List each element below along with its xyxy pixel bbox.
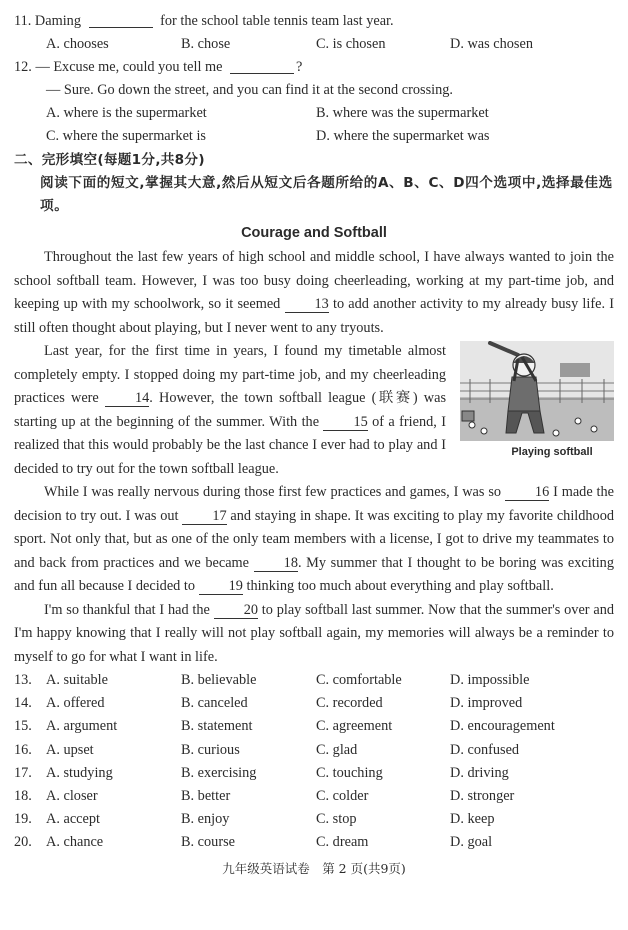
paragraph-4: [14, 599, 614, 670]
option-b[interactable]: B. believable: [181, 672, 257, 688]
softball-player-image: [460, 341, 614, 441]
question-12: [14, 56, 614, 79]
option-b[interactable]: B. where was the supermarket: [316, 105, 489, 121]
question-number: 17.: [14, 764, 32, 781]
paragraph-text: . My summer that I thought to be boring was exciting and fun all because I decided to: [14, 554, 614, 594]
option-c[interactable]: C. agreement: [316, 718, 393, 735]
question-12-reply: [14, 79, 614, 102]
option-a[interactable]: A. suitable: [46, 672, 108, 688]
paragraph-text: and staying in shape. It was exciting to play my favorite childhood sport. Not only that, but as one of the only team members with a license, I got to drive my teammates to and back from practices and we became: [14, 507, 615, 571]
answer-options: [14, 669, 614, 855]
question-12-options-row-1: [14, 102, 614, 125]
question-11: [14, 10, 614, 33]
option-b[interactable]: B. better: [181, 787, 231, 804]
option-c[interactable]: C. where the supermarket is: [46, 128, 206, 144]
option-c[interactable]: C. colder: [316, 787, 369, 804]
question-mark: ?: [296, 59, 303, 75]
image-caption: Playing softball: [511, 446, 593, 458]
option-a[interactable]: A. chooses: [46, 36, 109, 52]
blank-13[interactable]: 13: [285, 297, 329, 313]
question-number: 14.: [14, 695, 32, 712]
option-c[interactable]: C. glad: [316, 741, 358, 758]
softball-figure: [460, 341, 614, 459]
option-c[interactable]: C. is chosen: [316, 36, 386, 52]
option-d[interactable]: D. keep: [450, 811, 495, 828]
option-b[interactable]: B. curious: [181, 741, 240, 758]
paragraph-2: [14, 340, 614, 481]
option-c[interactable]: C. comfortable: [316, 672, 402, 688]
answer-row-13: [14, 669, 614, 692]
answer-blank[interactable]: [89, 13, 153, 28]
option-a[interactable]: A. where is the supermarket: [46, 105, 207, 121]
answer-row-17: [14, 762, 614, 785]
question-number: 13.: [14, 672, 32, 688]
answer-row-16: [14, 739, 614, 762]
option-b[interactable]: B. enjoy: [181, 811, 230, 828]
option-a[interactable]: A. argument: [46, 718, 118, 735]
option-c[interactable]: C. dream: [316, 834, 369, 851]
option-a[interactable]: A. upset: [46, 741, 94, 758]
answer-blank[interactable]: [230, 59, 294, 74]
question-text-after: for the school table tennis team last year.: [160, 13, 394, 29]
blank-18[interactable]: 18: [254, 556, 298, 572]
question-text-before: Daming: [34, 13, 81, 29]
answer-row-19: [14, 808, 614, 831]
paragraph-text: Throughout the last few years of high school and middle school, I have always wanted to join the school softball team. However, I was too busy doing cheerleading, working at my part-time job, and keeping up with my schoolwork, so it seemed: [14, 249, 614, 312]
question-number: 16.: [14, 741, 32, 758]
paragraph-3: [14, 481, 614, 599]
question-number: 15.: [14, 718, 32, 735]
section-instruction: 阅读下面的短文,掌握其大意,然后从短文后各题所给的A、B、C、D四个选项中,选择最佳选项。: [40, 175, 613, 214]
question-number: 20.: [14, 834, 32, 851]
blank-14[interactable]: 14: [105, 391, 149, 407]
paragraph-text: . However, the town softball league (联赛) was starting up at the beginning of the summer. With the: [14, 390, 447, 430]
question-11-options: [14, 33, 614, 56]
question-number: 11.: [14, 13, 32, 29]
paragraph-text: of a friend, I realized that this would probably be the last chance I ever had to play and I decided to try out for the town softball league.: [14, 413, 447, 477]
option-d[interactable]: D. goal: [450, 834, 493, 851]
option-d[interactable]: D. driving: [450, 764, 509, 781]
question-12-options-row-2: [14, 125, 614, 148]
paragraph-text: thinking too much about everything and play softball.: [246, 578, 554, 594]
option-b[interactable]: B. statement: [181, 718, 253, 735]
answer-row-18: [14, 785, 614, 808]
paragraph-text: to play softball last summer. Now that the summer's over and I'm happy knowing that I really will not play softball again, my memories will always be a reminder to myself to go for what I want in life.: [14, 601, 614, 665]
passage-title: Courage and Softball: [241, 225, 387, 241]
answer-row-20: [14, 831, 614, 854]
blank-16[interactable]: 16: [505, 485, 549, 501]
paragraph-text: I made the decision to try out. I was out: [14, 484, 615, 524]
blank-15[interactable]: 15: [323, 415, 367, 431]
page-footer: 九年级英语试卷 第 2 页(共9页): [222, 860, 406, 876]
paragraph-text: to add another activity to my already busy life. I still often thought about playing, but I never went to any tryouts.: [14, 296, 614, 336]
answer-row-15: [14, 715, 614, 738]
option-d[interactable]: D. impossible: [450, 672, 530, 688]
option-c[interactable]: C. touching: [316, 764, 383, 781]
dialogue-line-2: — Sure. Go down the street, and you can find it at the second crossing.: [46, 82, 453, 98]
option-c[interactable]: C. stop: [316, 811, 357, 828]
question-number: 12.: [14, 59, 32, 75]
section-heading: 二、完形填空(每题1分,共8分): [14, 152, 205, 168]
option-d[interactable]: D. where the supermarket was: [316, 128, 490, 144]
option-d[interactable]: D. was chosen: [450, 36, 533, 52]
paragraph-text: I'm so thankful that I had the: [44, 601, 210, 618]
option-a[interactable]: A. closer: [46, 787, 98, 804]
option-b[interactable]: B. canceled: [181, 695, 248, 712]
option-a[interactable]: A. accept: [46, 811, 100, 828]
option-a[interactable]: A. studying: [46, 764, 113, 781]
blank-19[interactable]: 19: [199, 579, 243, 595]
option-a[interactable]: A. offered: [46, 695, 105, 712]
blank-20[interactable]: 20: [214, 603, 258, 619]
paragraph-text: While I was really nervous during those first few practices and games, I was so: [44, 484, 502, 500]
option-a[interactable]: A. chance: [46, 834, 104, 851]
question-number: 19.: [14, 811, 32, 828]
option-c[interactable]: C. recorded: [316, 695, 383, 712]
blank-17[interactable]: 17: [182, 509, 226, 525]
question-number: 18.: [14, 787, 32, 804]
option-d[interactable]: D. confused: [450, 741, 520, 758]
option-b[interactable]: B. chose: [181, 36, 231, 52]
option-d[interactable]: D. encouragement: [450, 718, 555, 735]
option-b[interactable]: B. course: [181, 834, 235, 851]
dialogue-line-1: — Excuse me, could you tell me: [35, 59, 223, 75]
paragraph-1: [14, 246, 614, 340]
option-d[interactable]: D. stronger: [450, 787, 515, 804]
option-d[interactable]: D. improved: [450, 695, 523, 712]
paragraph-text: Last year, for the first time in years, I found my timetable almost completely empty. I stopped doing my part-time job, and my cheerleading practices were: [14, 343, 446, 406]
answer-row-14: [14, 692, 614, 715]
option-b[interactable]: B. exercising: [181, 764, 257, 781]
